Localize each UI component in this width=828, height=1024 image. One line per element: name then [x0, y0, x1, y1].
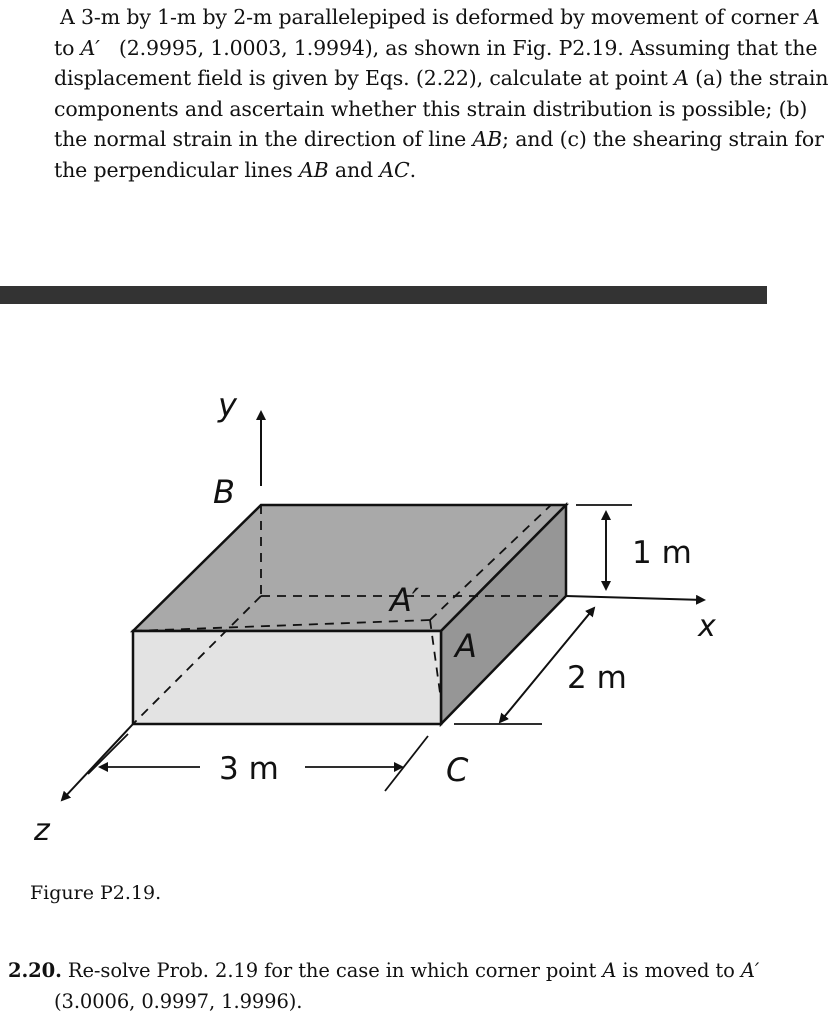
problem-line: the perpendicular lines AB and AC. [54, 157, 416, 182]
z-axis [62, 724, 133, 800]
problem-line: the normal strain in the direction of line AB; and (c) the shearing strain for [54, 127, 824, 151]
problem-2-20-text [8, 955, 760, 1017]
problem-line: 2.20. Re-solve Prob. 2.19 for the case in which corner point A is moved to A′ [8, 959, 760, 982]
problem-2-19-text [54, 2, 828, 185]
x-axis-label: x [698, 609, 716, 644]
problem-line: to A′ (2.9995, 1.0003, 1.9994), as shown in Fig. P2.19. Assuming that the [54, 35, 818, 60]
x-axis [566, 596, 704, 600]
height-dimension [576, 505, 632, 589]
point-b-label: B [213, 473, 235, 511]
y-axis-label: y [218, 386, 237, 424]
depth-dimension-label: 2 m [567, 660, 627, 696]
point-a-label: A [455, 627, 477, 665]
problem-line: components and ascertain whether this strain distribution is possible; (b) [54, 96, 808, 121]
problem-line: displacement field is given by Eqs. (2.22), calculate at point A (a) the strain [54, 66, 828, 90]
point-a-prime-label: A′ [390, 581, 420, 619]
figure-p2-19 [0, 304, 767, 924]
figure-caption: Figure P2.19. [30, 882, 162, 904]
problem-line: A 3-m by 1-m by 2-m parallelepiped is deformed by movement of corner A [60, 5, 820, 29]
problem-line: (3.0006, 0.9997, 1.9996). [54, 990, 303, 1013]
page-divider [0, 286, 767, 304]
parallelepiped-diagram [0, 304, 767, 924]
height-dimension-label: 1 m [632, 535, 692, 571]
problem-number: 2.20. [8, 959, 62, 982]
z-axis-label: z [34, 813, 50, 848]
point-c-label: C [446, 751, 469, 789]
width-dimension-label: 3 m [219, 751, 279, 787]
